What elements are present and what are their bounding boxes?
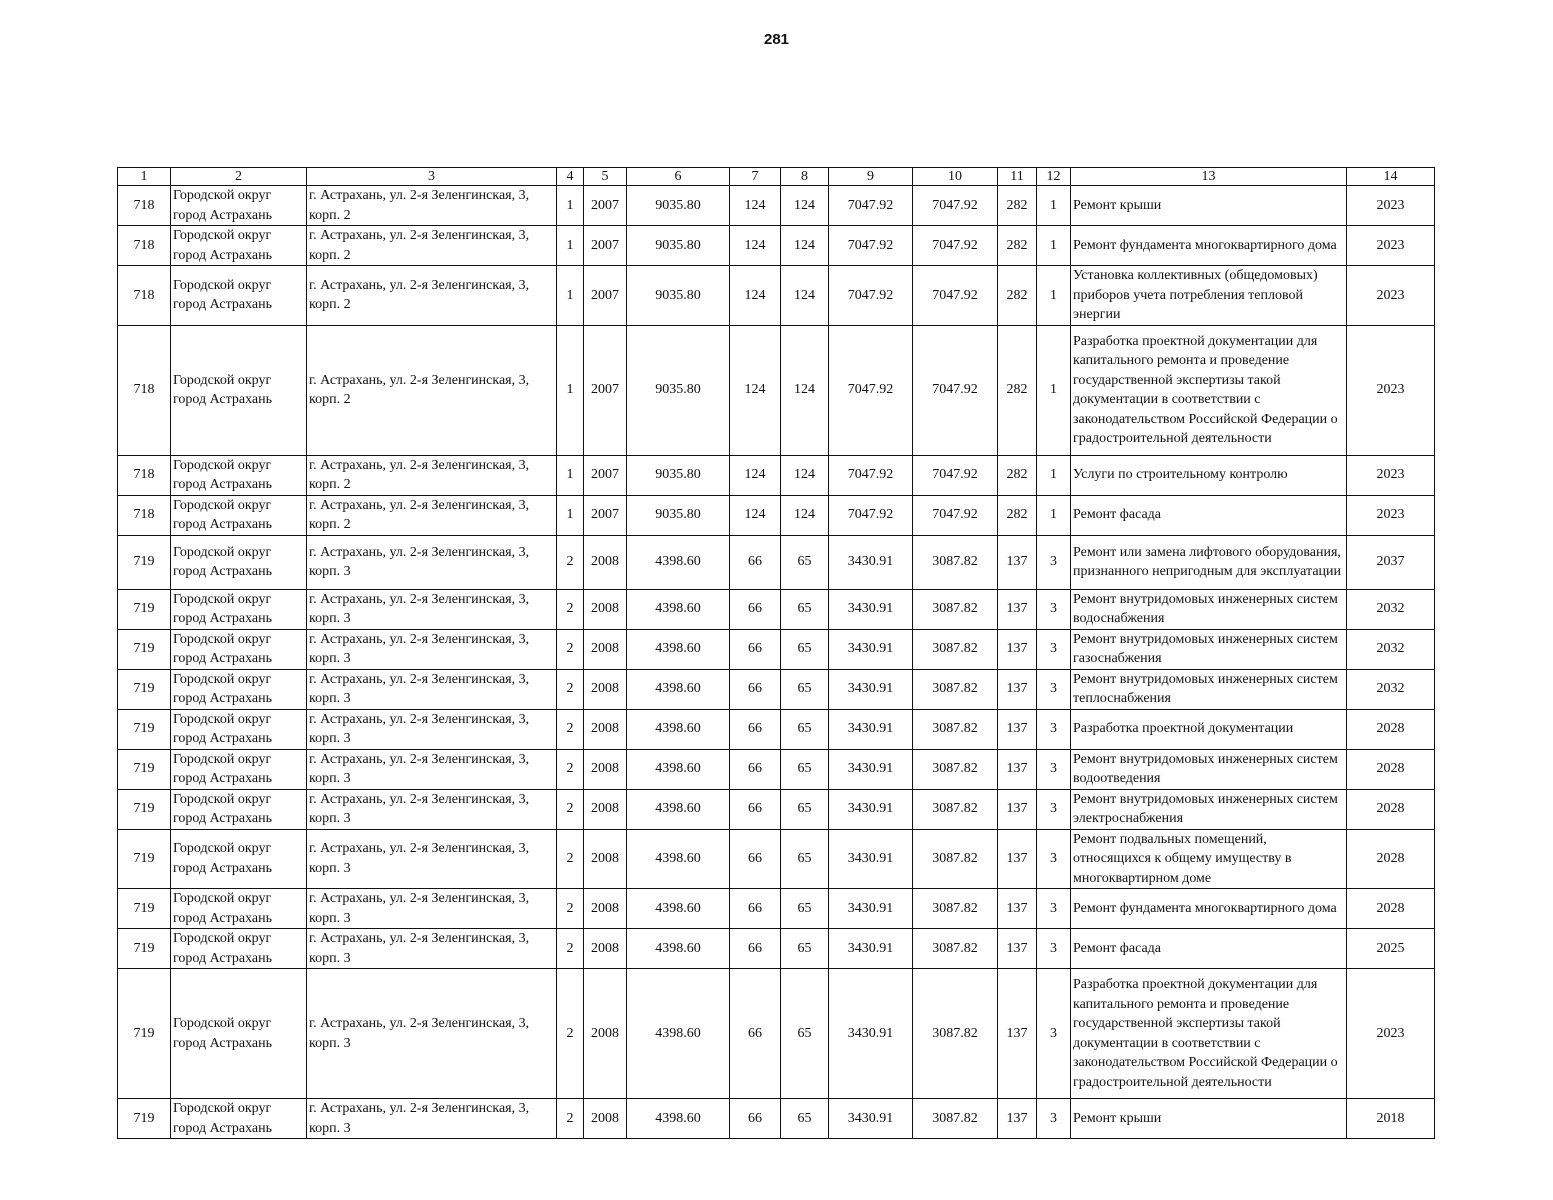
table-row: [118, 889, 1435, 929]
cell-municipality: Городской округ город Астрахань: [171, 969, 307, 1099]
cell-col-6: 4398.60: [627, 535, 730, 589]
cell-address: г. Астрахань, ул. 2-я Зеленгинская, 3, корп. 3: [307, 789, 557, 829]
cell-year-built: 2007: [584, 226, 627, 266]
cell-col-8: 124: [781, 325, 829, 455]
cell-col-8: 65: [781, 929, 829, 969]
cell-col-7: 66: [730, 789, 781, 829]
column-header: 9: [829, 168, 913, 186]
cell-col-9: 3430.91: [829, 669, 913, 709]
cell-address: г. Астрахань, ул. 2-я Зеленгинская, 3, корп. 3: [307, 1099, 557, 1139]
table-row: [118, 325, 1435, 455]
cell-col-11: 282: [998, 495, 1037, 535]
cell-object-number: 718: [118, 455, 171, 495]
cell-address: г. Астрахань, ул. 2-я Зеленгинская, 3, корп. 3: [307, 969, 557, 1099]
cell-planned-year: 2025: [1347, 929, 1435, 969]
column-header: 4: [557, 168, 584, 186]
cell-year-built: 2008: [584, 535, 627, 589]
cell-municipality: Городской округ город Астрахань: [171, 889, 307, 929]
cell-col-10: 3087.82: [913, 889, 998, 929]
cell-year-built: 2008: [584, 589, 627, 629]
cell-object-number: 718: [118, 325, 171, 455]
cell-col-10: 3087.82: [913, 749, 998, 789]
cell-work-type: Ремонт внутридомовых инженерных систем водоотведения: [1071, 749, 1347, 789]
cell-col-7: 124: [730, 495, 781, 535]
cell-col-7: 66: [730, 929, 781, 969]
cell-col-7: 124: [730, 455, 781, 495]
cell-planned-year: 2023: [1347, 266, 1435, 326]
cell-address: г. Астрахань, ул. 2-я Зеленгинская, 3, корп. 3: [307, 589, 557, 629]
cell-address: г. Астрахань, ул. 2-я Зеленгинская, 3, корп. 2: [307, 266, 557, 326]
cell-col-12: 3: [1037, 1099, 1071, 1139]
cell-address: г. Астрахань, ул. 2-я Зеленгинская, 3, корп. 2: [307, 186, 557, 226]
cell-work-type: Ремонт внутридомовых инженерных систем теплоснабжения: [1071, 669, 1347, 709]
cell-col-11: 282: [998, 266, 1037, 326]
cell-col-12: 3: [1037, 829, 1071, 889]
cell-col-11: 137: [998, 929, 1037, 969]
cell-col-7: 66: [730, 709, 781, 749]
cell-object-number: 718: [118, 226, 171, 266]
cell-col-8: 124: [781, 495, 829, 535]
cell-municipality: Городской округ город Астрахань: [171, 226, 307, 266]
cell-col-9: 3430.91: [829, 535, 913, 589]
cell-object-number: 718: [118, 495, 171, 535]
cell-municipality: Городской округ город Астрахань: [171, 669, 307, 709]
cell-col-4: 2: [557, 669, 584, 709]
cell-col-6: 9035.80: [627, 495, 730, 535]
cell-col-11: 282: [998, 186, 1037, 226]
column-header: 14: [1347, 168, 1435, 186]
cell-municipality: Городской округ город Астрахань: [171, 789, 307, 829]
cell-year-built: 2008: [584, 749, 627, 789]
cell-work-type: Ремонт внутридомовых инженерных систем газоснабжения: [1071, 629, 1347, 669]
cell-col-10: 3087.82: [913, 929, 998, 969]
cell-col-6: 4398.60: [627, 789, 730, 829]
cell-col-4: 2: [557, 789, 584, 829]
cell-col-12: 3: [1037, 669, 1071, 709]
cell-address: г. Астрахань, ул. 2-я Зеленгинская, 3, корп. 3: [307, 629, 557, 669]
cell-address: г. Астрахань, ул. 2-я Зеленгинская, 3, корп. 3: [307, 749, 557, 789]
cell-municipality: Городской округ город Астрахань: [171, 535, 307, 589]
cell-planned-year: 2018: [1347, 1099, 1435, 1139]
cell-planned-year: 2028: [1347, 709, 1435, 749]
cell-col-8: 65: [781, 589, 829, 629]
cell-work-type: Установка коллективных (общедомовых) приборов учета потребления тепловой энергии: [1071, 266, 1347, 326]
cell-col-7: 124: [730, 325, 781, 455]
cell-col-9: 7047.92: [829, 455, 913, 495]
cell-col-8: 65: [781, 709, 829, 749]
cell-address: г. Астрахань, ул. 2-я Зеленгинская, 3, корп. 3: [307, 929, 557, 969]
cell-year-built: 2008: [584, 669, 627, 709]
cell-col-7: 124: [730, 226, 781, 266]
cell-col-11: 137: [998, 629, 1037, 669]
cell-municipality: Городской округ город Астрахань: [171, 929, 307, 969]
cell-col-10: 3087.82: [913, 1099, 998, 1139]
column-header: 6: [627, 168, 730, 186]
cell-col-4: 1: [557, 325, 584, 455]
cell-year-built: 2007: [584, 266, 627, 326]
cell-planned-year: 2023: [1347, 325, 1435, 455]
cell-year-built: 2008: [584, 1099, 627, 1139]
column-header: 5: [584, 168, 627, 186]
cell-col-6: 4398.60: [627, 829, 730, 889]
cell-object-number: 719: [118, 889, 171, 929]
table-row: [118, 455, 1435, 495]
cell-object-number: 719: [118, 629, 171, 669]
cell-year-built: 2008: [584, 969, 627, 1099]
cell-address: г. Астрахань, ул. 2-я Зеленгинская, 3, корп. 3: [307, 829, 557, 889]
cell-col-11: 137: [998, 589, 1037, 629]
cell-work-type: Ремонт фасада: [1071, 929, 1347, 969]
cell-year-built: 2008: [584, 629, 627, 669]
cell-address: г. Астрахань, ул. 2-я Зеленгинская, 3, корп. 3: [307, 669, 557, 709]
cell-col-6: 9035.80: [627, 325, 730, 455]
cell-col-12: 3: [1037, 749, 1071, 789]
table-row: [118, 829, 1435, 889]
cell-municipality: Городской округ город Астрахань: [171, 266, 307, 326]
cell-col-9: 3430.91: [829, 1099, 913, 1139]
cell-planned-year: 2023: [1347, 455, 1435, 495]
table-row: [118, 789, 1435, 829]
cell-col-6: 9035.80: [627, 455, 730, 495]
cell-planned-year: 2028: [1347, 789, 1435, 829]
cell-work-type: Ремонт подвальных помещений, относящихся к общему имуществу в многоквартирном доме: [1071, 829, 1347, 889]
cell-year-built: 2008: [584, 789, 627, 829]
cell-col-9: 7047.92: [829, 186, 913, 226]
cell-col-12: 3: [1037, 889, 1071, 929]
cell-col-12: 3: [1037, 789, 1071, 829]
cell-col-11: 282: [998, 455, 1037, 495]
cell-col-6: 9035.80: [627, 266, 730, 326]
cell-col-8: 65: [781, 1099, 829, 1139]
cell-object-number: 719: [118, 589, 171, 629]
cell-work-type: Ремонт внутридомовых инженерных систем электроснабжения: [1071, 789, 1347, 829]
table-row: [118, 749, 1435, 789]
cell-col-11: 137: [998, 749, 1037, 789]
cell-municipality: Городской округ город Астрахань: [171, 1099, 307, 1139]
cell-col-12: 3: [1037, 969, 1071, 1099]
cell-planned-year: 2023: [1347, 495, 1435, 535]
cell-col-12: 3: [1037, 535, 1071, 589]
cell-work-type: Ремонт фундамента многоквартирного дома: [1071, 226, 1347, 266]
table-body: [118, 186, 1435, 1139]
cell-object-number: 719: [118, 749, 171, 789]
cell-object-number: 719: [118, 929, 171, 969]
table-row: [118, 495, 1435, 535]
cell-municipality: Городской округ город Астрахань: [171, 829, 307, 889]
cell-work-type: Разработка проектной документации: [1071, 709, 1347, 749]
cell-municipality: Городской округ город Астрахань: [171, 629, 307, 669]
cell-address: г. Астрахань, ул. 2-я Зеленгинская, 3, корп. 2: [307, 455, 557, 495]
cell-col-12: 1: [1037, 495, 1071, 535]
cell-col-11: 282: [998, 226, 1037, 266]
cell-col-8: 65: [781, 969, 829, 1099]
cell-planned-year: 2028: [1347, 749, 1435, 789]
cell-planned-year: 2023: [1347, 226, 1435, 266]
cell-object-number: 718: [118, 186, 171, 226]
column-header: 13: [1071, 168, 1347, 186]
cell-object-number: 719: [118, 535, 171, 589]
cell-col-7: 124: [730, 266, 781, 326]
cell-col-4: 2: [557, 709, 584, 749]
table-row: [118, 589, 1435, 629]
cell-col-7: 66: [730, 669, 781, 709]
cell-col-4: 2: [557, 629, 584, 669]
cell-col-11: 137: [998, 709, 1037, 749]
page-number: 281: [763, 31, 790, 48]
cell-col-4: 1: [557, 266, 584, 326]
cell-address: г. Астрахань, ул. 2-я Зеленгинская, 3, корп. 2: [307, 495, 557, 535]
cell-address: г. Астрахань, ул. 2-я Зеленгинская, 3, корп. 2: [307, 226, 557, 266]
cell-col-8: 124: [781, 266, 829, 326]
cell-col-10: 7047.92: [913, 186, 998, 226]
cell-year-built: 2007: [584, 455, 627, 495]
table-row: [118, 266, 1435, 326]
cell-col-8: 124: [781, 226, 829, 266]
column-header: 8: [781, 168, 829, 186]
cell-col-7: 66: [730, 1099, 781, 1139]
cell-col-9: 3430.91: [829, 829, 913, 889]
cell-year-built: 2007: [584, 495, 627, 535]
cell-col-6: 4398.60: [627, 969, 730, 1099]
cell-object-number: 719: [118, 789, 171, 829]
cell-work-type: Ремонт фундамента многоквартирного дома: [1071, 889, 1347, 929]
cell-col-6: 4398.60: [627, 929, 730, 969]
cell-col-6: 4398.60: [627, 589, 730, 629]
cell-planned-year: 2028: [1347, 889, 1435, 929]
cell-col-9: 3430.91: [829, 929, 913, 969]
cell-col-9: 7047.92: [829, 226, 913, 266]
cell-col-11: 137: [998, 969, 1037, 1099]
cell-year-built: 2008: [584, 889, 627, 929]
cell-object-number: 719: [118, 669, 171, 709]
cell-work-type: Ремонт фасада: [1071, 495, 1347, 535]
cell-col-12: 1: [1037, 455, 1071, 495]
cell-col-9: 3430.91: [829, 589, 913, 629]
cell-planned-year: 2023: [1347, 969, 1435, 1099]
cell-col-8: 65: [781, 889, 829, 929]
cell-col-7: 66: [730, 629, 781, 669]
column-header: 2: [171, 168, 307, 186]
table-row: [118, 226, 1435, 266]
cell-municipality: Городской округ город Астрахань: [171, 455, 307, 495]
cell-year-built: 2008: [584, 829, 627, 889]
cell-col-8: 124: [781, 186, 829, 226]
cell-col-9: 3430.91: [829, 629, 913, 669]
cell-address: г. Астрахань, ул. 2-я Зеленгинская, 3, корп. 3: [307, 709, 557, 749]
cell-year-built: 2007: [584, 186, 627, 226]
cell-col-8: 65: [781, 789, 829, 829]
cell-object-number: 719: [118, 829, 171, 889]
cell-col-8: 65: [781, 669, 829, 709]
cell-col-6: 4398.60: [627, 749, 730, 789]
cell-col-7: 66: [730, 829, 781, 889]
cell-planned-year: 2028: [1347, 829, 1435, 889]
cell-col-11: 137: [998, 669, 1037, 709]
column-number-row: [118, 168, 1435, 186]
cell-address: г. Астрахань, ул. 2-я Зеленгинская, 3, корп. 3: [307, 889, 557, 929]
cell-col-12: 1: [1037, 325, 1071, 455]
cell-col-10: 3087.82: [913, 969, 998, 1099]
table-row: [118, 929, 1435, 969]
cell-col-9: 3430.91: [829, 749, 913, 789]
cell-col-8: 124: [781, 455, 829, 495]
cell-work-type: Разработка проектной документации для капитального ремонта и проведение государственной экспертизы такой документации в соответствии с законодательством Российской Федерации о градостроительной деятельности: [1071, 969, 1347, 1099]
table-row: [118, 1099, 1435, 1139]
cell-address: г. Астрахань, ул. 2-я Зеленгинская, 3, корп. 2: [307, 325, 557, 455]
cell-col-4: 2: [557, 1099, 584, 1139]
column-header: 11: [998, 168, 1037, 186]
cell-col-7: 66: [730, 749, 781, 789]
cell-work-type: Разработка проектной документации для капитального ремонта и проведение государственной экспертизы такой документации в соответствии с законодательством Российской Федерации о градостроительной деятельности: [1071, 325, 1347, 455]
cell-col-11: 282: [998, 325, 1037, 455]
cell-object-number: 719: [118, 1099, 171, 1139]
table-row: [118, 535, 1435, 589]
cell-col-9: 3430.91: [829, 709, 913, 749]
table-row: [118, 186, 1435, 226]
cell-col-6: 4398.60: [627, 1099, 730, 1139]
cell-col-9: 3430.91: [829, 969, 913, 1099]
cell-year-built: 2008: [584, 709, 627, 749]
cell-year-built: 2007: [584, 325, 627, 455]
cell-col-10: 7047.92: [913, 266, 998, 326]
cell-col-7: 66: [730, 969, 781, 1099]
cell-work-type: Ремонт или замена лифтового оборудования, признанного непригодным для эксплуатации: [1071, 535, 1347, 589]
cell-col-4: 1: [557, 495, 584, 535]
cell-municipality: Городской округ город Астрахань: [171, 495, 307, 535]
column-header: 7: [730, 168, 781, 186]
cell-col-8: 65: [781, 535, 829, 589]
table-row: [118, 629, 1435, 669]
cell-col-11: 137: [998, 889, 1037, 929]
cell-object-number: 718: [118, 266, 171, 326]
cell-municipality: Городской округ город Астрахань: [171, 325, 307, 455]
cell-col-10: 3087.82: [913, 535, 998, 589]
cell-col-9: 3430.91: [829, 889, 913, 929]
cell-col-9: 7047.92: [829, 495, 913, 535]
cell-col-6: 4398.60: [627, 889, 730, 929]
cell-col-12: 3: [1037, 929, 1071, 969]
cell-col-11: 137: [998, 829, 1037, 889]
table-row: [118, 709, 1435, 749]
column-header: 3: [307, 168, 557, 186]
cell-col-10: 7047.92: [913, 495, 998, 535]
cell-col-7: 124: [730, 186, 781, 226]
cell-col-7: 66: [730, 889, 781, 929]
cell-col-4: 2: [557, 829, 584, 889]
table-row: [118, 969, 1435, 1099]
cell-col-4: 2: [557, 929, 584, 969]
cell-col-4: 2: [557, 889, 584, 929]
cell-col-10: 3087.82: [913, 829, 998, 889]
cell-col-10: 3087.82: [913, 629, 998, 669]
cell-col-4: 2: [557, 589, 584, 629]
cell-col-10: 7047.92: [913, 455, 998, 495]
cell-col-8: 65: [781, 749, 829, 789]
cell-col-4: 1: [557, 455, 584, 495]
capital-repair-table: [117, 167, 1435, 1139]
cell-col-4: 2: [557, 749, 584, 789]
cell-col-12: 1: [1037, 186, 1071, 226]
cell-work-type: Услуги по строительному контролю: [1071, 455, 1347, 495]
cell-planned-year: 2023: [1347, 186, 1435, 226]
cell-col-12: 3: [1037, 709, 1071, 749]
cell-object-number: 719: [118, 709, 171, 749]
cell-planned-year: 2032: [1347, 589, 1435, 629]
cell-work-type: Ремонт крыши: [1071, 1099, 1347, 1139]
column-header: 10: [913, 168, 998, 186]
cell-col-10: 3087.82: [913, 589, 998, 629]
cell-col-6: 4398.60: [627, 669, 730, 709]
cell-col-12: 3: [1037, 629, 1071, 669]
cell-col-9: 7047.92: [829, 325, 913, 455]
cell-col-4: 2: [557, 535, 584, 589]
cell-col-8: 65: [781, 629, 829, 669]
cell-col-8: 65: [781, 829, 829, 889]
column-header: 12: [1037, 168, 1071, 186]
cell-year-built: 2008: [584, 929, 627, 969]
cell-municipality: Городской округ город Астрахань: [171, 589, 307, 629]
cell-address: г. Астрахань, ул. 2-я Зеленгинская, 3, корп. 3: [307, 535, 557, 589]
cell-col-4: 1: [557, 226, 584, 266]
cell-col-10: 3087.82: [913, 789, 998, 829]
cell-col-11: 137: [998, 535, 1037, 589]
cell-col-10: 3087.82: [913, 669, 998, 709]
cell-col-12: 1: [1037, 226, 1071, 266]
cell-col-6: 4398.60: [627, 629, 730, 669]
cell-col-6: 9035.80: [627, 186, 730, 226]
cell-col-6: 4398.60: [627, 709, 730, 749]
cell-object-number: 719: [118, 969, 171, 1099]
column-header: 1: [118, 168, 171, 186]
cell-col-11: 137: [998, 789, 1037, 829]
cell-col-12: 3: [1037, 589, 1071, 629]
cell-col-9: 7047.92: [829, 266, 913, 326]
cell-work-type: Ремонт внутридомовых инженерных систем водоснабжения: [1071, 589, 1347, 629]
cell-col-7: 66: [730, 535, 781, 589]
table-row: [118, 669, 1435, 709]
cell-col-7: 66: [730, 589, 781, 629]
cell-planned-year: 2032: [1347, 669, 1435, 709]
cell-col-4: 1: [557, 186, 584, 226]
cell-planned-year: 2037: [1347, 535, 1435, 589]
cell-planned-year: 2032: [1347, 629, 1435, 669]
cell-work-type: Ремонт крыши: [1071, 186, 1347, 226]
cell-col-10: 3087.82: [913, 709, 998, 749]
cell-municipality: Городской округ город Астрахань: [171, 749, 307, 789]
cell-col-10: 7047.92: [913, 325, 998, 455]
cell-col-4: 2: [557, 969, 584, 1099]
cell-municipality: Городской округ город Астрахань: [171, 186, 307, 226]
cell-col-10: 7047.92: [913, 226, 998, 266]
cell-municipality: Городской округ город Астрахань: [171, 709, 307, 749]
cell-col-12: 1: [1037, 266, 1071, 326]
cell-col-11: 137: [998, 1099, 1037, 1139]
cell-col-6: 9035.80: [627, 226, 730, 266]
cell-col-9: 3430.91: [829, 789, 913, 829]
